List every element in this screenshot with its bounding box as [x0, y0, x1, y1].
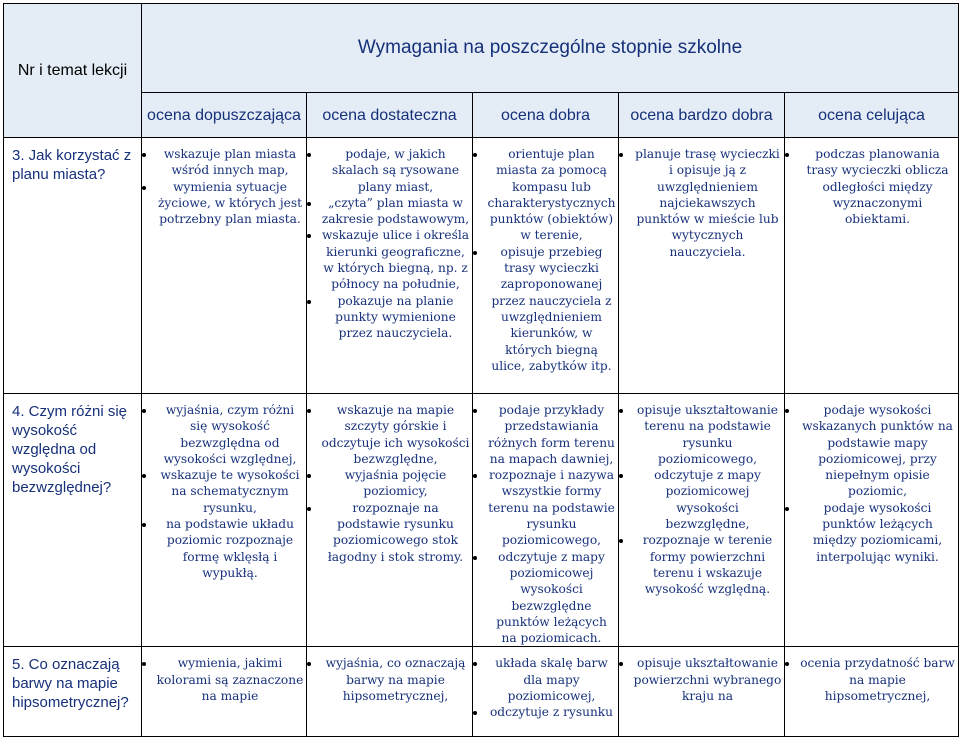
requirement-item: • planuje trasę wycieczki i opisuje ją z uwzględnieniem najciekawszych punktów w mieście lub wytycznych nauczyciela.	[633, 146, 782, 260]
grade-header	[785, 93, 959, 138]
lesson-topic	[4, 138, 142, 394]
requirement-cell	[619, 138, 785, 394]
requirement-list	[473, 402, 618, 646]
requirement-cell	[142, 394, 307, 647]
requirement-list	[473, 655, 618, 720]
requirement-list	[785, 655, 958, 704]
table-row	[4, 647, 959, 737]
grade-header-label: ocena dopuszczająca	[147, 106, 301, 124]
requirement-item: • ocenia przydatność barw na mapie hipsometrycznej,	[799, 655, 956, 704]
requirement-item: • opisuje ukształtowanie terenu na podstawie rysunku poziomicowego,	[633, 402, 782, 467]
requirement-cell	[785, 394, 959, 647]
requirement-item: • pokazuje na planie punkty wymienione przez nauczyciela.	[321, 293, 470, 342]
requirement-item: • rozpoznaje i nazywa wszystkie formy terenu na podstawie rysunku poziomicowego,	[487, 467, 616, 548]
requirement-item: • odczytuje z rysunku	[487, 704, 616, 720]
lesson-topic-text: 4. Czym różni się wysokość względna od wysokości bezwzględnej?	[12, 403, 128, 496]
requirement-cell	[619, 647, 785, 737]
requirement-item: • „czyta” plan miasta w zakresie podstawowym,	[321, 195, 470, 228]
requirement-item: • podczas planowania trasy wycieczki oblicza odległości między wyznaczonymi obiektami.	[799, 146, 956, 227]
requirement-list	[307, 655, 472, 704]
requirement-cell	[307, 138, 473, 394]
requirement-item: • wyjaśnia pojęcie poziomicy,	[321, 467, 470, 500]
requirement-item: • opisuje ukształtowanie powierzchni wybranego kraju na	[633, 655, 782, 704]
requirement-list	[473, 146, 618, 374]
requirement-cell	[785, 647, 959, 737]
requirement-cell	[619, 394, 785, 647]
requirement-item: • podaje, w jakich skalach są rysowane plany miast,	[321, 146, 470, 195]
requirement-item: • opisuje przebieg trasy wycieczki zaproponowanej przez nauczyciela z uwzględnieniem kierunków, w których biegną ulice, zabytków itp.	[487, 244, 616, 374]
table-row	[4, 394, 959, 647]
requirement-list	[142, 402, 306, 581]
requirement-item: • wymienia, jakimi kolorami są zaznaczone na mapie	[156, 655, 304, 704]
requirement-item: • wskazuje te wysokości na schematycznym rysunku,	[156, 467, 304, 516]
grade-header-label: ocena bardzo dobra	[630, 106, 773, 124]
requirements-table	[3, 3, 959, 737]
requirement-cell	[142, 138, 307, 394]
requirement-item: • wskazuje ulice i określa kierunki geograficzne, w których biegną, np. z północy na południe,	[321, 227, 470, 292]
requirement-list	[142, 146, 306, 227]
requirement-cell	[785, 138, 959, 394]
requirement-item: • wymienia sytuacje życiowe, w których jest potrzebny plan miasta.	[156, 179, 304, 228]
requirement-cell	[473, 647, 619, 737]
requirement-item: • rozpoznaje na podstawie rysunku poziomicowego stok łagodny i stok stromy.	[321, 500, 470, 565]
requirement-list	[619, 146, 784, 260]
grade-header	[473, 93, 619, 138]
requirement-list	[307, 146, 472, 342]
grade-header	[142, 93, 307, 138]
grade-header	[619, 93, 785, 138]
lesson-topic	[4, 394, 142, 647]
grade-header	[307, 93, 473, 138]
requirement-item: • wyjaśnia, co oznaczają barwy na mapie hipsometrycznej,	[321, 655, 470, 704]
requirement-cell	[142, 647, 307, 737]
grade-header-label: ocena celująca	[818, 106, 925, 124]
requirement-list	[142, 655, 306, 704]
lesson-topic-text: 3. Jak korzystać z planu miasta?	[12, 147, 132, 183]
requirement-list	[619, 402, 784, 598]
requirement-item: • odczytuje z mapy poziomicowej wysokości bezwzględne,	[633, 467, 782, 532]
grade-header-label: ocena dostateczna	[322, 106, 457, 124]
requirement-cell	[307, 647, 473, 737]
requirement-item: • wskazuje plan miasta wśród innych map,	[156, 146, 304, 179]
requirement-item: • podaje wysokości punktów leżących między poziomicami, interpolując wyniki.	[799, 500, 956, 565]
requirement-item: • na podstawie układu poziomic rozpoznaje formę wklęsłą i wypukłą.	[156, 516, 304, 581]
requirement-item: • rozpoznaje w terenie formy powierzchni terenu i wskazuje wysokość względną.	[633, 532, 782, 597]
requirement-item: • podaje przykłady przedstawiania różnych form terenu na mapach dawniej,	[487, 402, 616, 467]
requirement-item: • wyjaśnia, czym różni się wysokość bezwzględna od wysokości względnej,	[156, 402, 304, 467]
requirement-list	[619, 655, 784, 704]
requirement-item: • orientuje plan miasta za pomocą kompasu lub charakterystycznych punktów (obiektów) w terenie,	[487, 146, 616, 244]
lesson-topic-text: 5. Co oznaczają barwy na mapie hipsometrycznej?	[12, 656, 129, 712]
requirement-item: • układa skalę barw dla mapy poziomicowej,	[487, 655, 616, 704]
topic-column-header	[4, 4, 142, 138]
requirement-cell	[307, 394, 473, 647]
requirement-list	[785, 402, 958, 565]
lesson-topic	[4, 647, 142, 737]
topic-column-header-label: Nr i temat lekcji	[17, 61, 128, 79]
requirement-item: • wskazuje na mapie szczyty górskie i odczytuje ich wysokości bezwzględne,	[321, 402, 470, 467]
table-row	[4, 138, 959, 394]
requirement-list	[307, 402, 472, 565]
table-title-text: Wymagania na poszczególne stopnie szkolne	[357, 37, 743, 58]
requirement-item: • podaje wysokości wskazanych punktów na podstawie mapy poziomicowej, przy niepełnym opisie poziomic,	[799, 402, 956, 500]
table-title	[142, 4, 959, 93]
grade-header-label: ocena dobra	[501, 106, 590, 124]
requirement-cell	[473, 138, 619, 394]
requirement-item: • odczytuje z mapy poziomicowej wysokości bezwzględne punktów leżących na poziomicach.	[487, 549, 616, 647]
requirement-cell	[473, 394, 619, 647]
requirement-list	[785, 146, 958, 227]
